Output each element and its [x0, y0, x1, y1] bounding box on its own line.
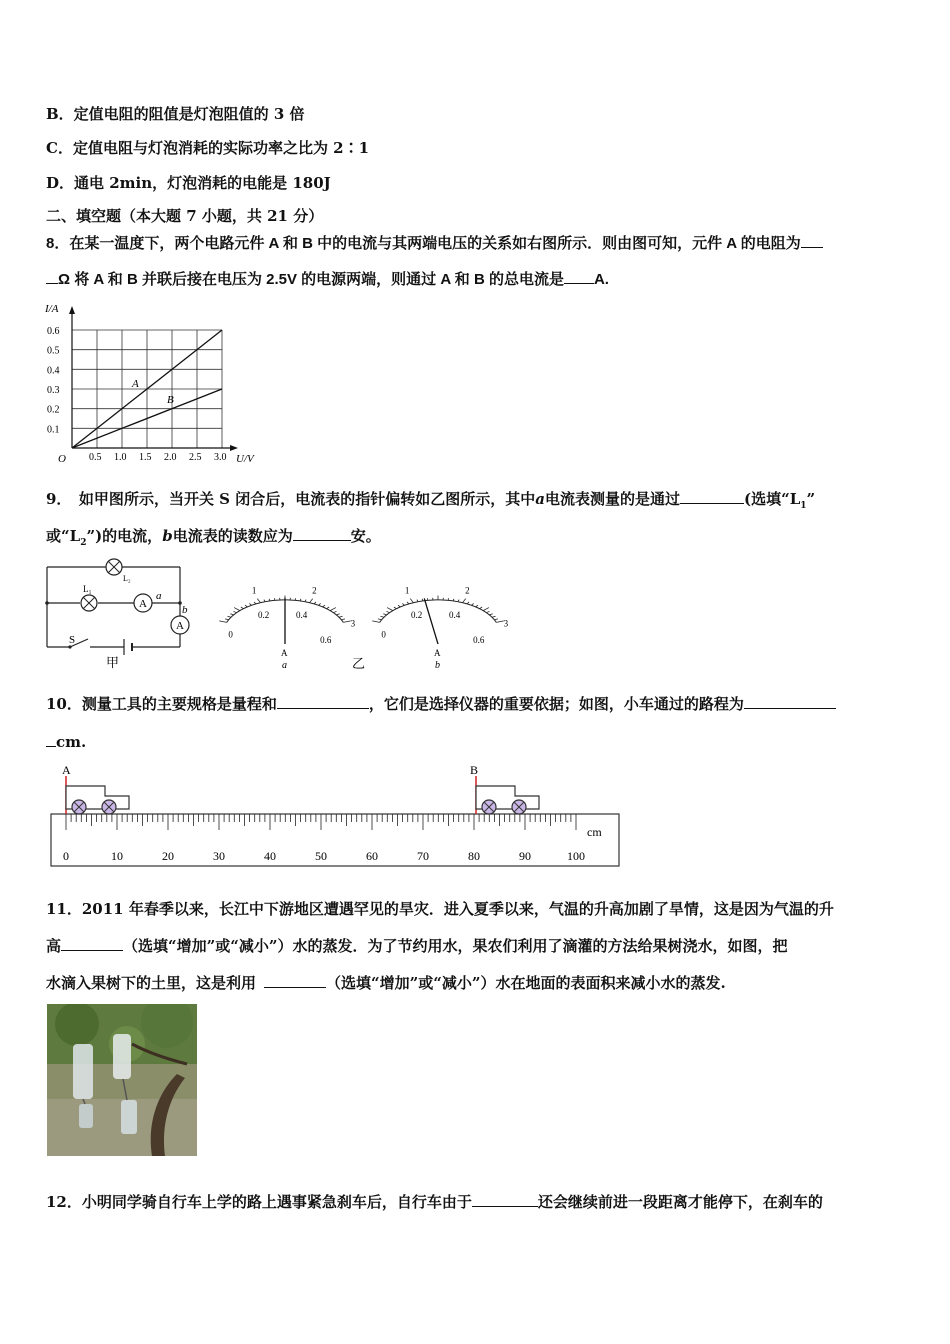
- dial-tick: [458, 600, 459, 602]
- dial-tick: [417, 600, 418, 602]
- dial-three-label: 3: [350, 618, 356, 629]
- dial-tick: [483, 608, 489, 611]
- q8-ytick-label: 0.6: [47, 326, 60, 337]
- ruler-label: 70: [417, 849, 429, 863]
- ruler-label: 80: [468, 849, 480, 863]
- dial-inner-label: 0.4: [449, 609, 461, 620]
- q8-iu-chart: [40, 298, 280, 468]
- q8-axes: [69, 306, 238, 451]
- q8-xlabel: U/V: [236, 453, 254, 465]
- section-title: 二、填空题（本大题 7 小题，共 21 分）: [46, 207, 324, 225]
- dial-meter-symbol: A: [434, 648, 441, 658]
- dial-meter-symbol: A: [281, 648, 288, 658]
- q8-blank-1[interactable]: [801, 233, 823, 248]
- q10-ruler-figure: [45, 760, 625, 870]
- q9-line2c-text: 电流表的读数应为: [172, 527, 293, 545]
- dial-tick: [310, 599, 313, 603]
- q9-line1: [46, 488, 815, 511]
- q8-line1-text: 8．在某一温度下，两个电路元件 A 和 B 中的电流与其两端电压的关系如右图所示．则由图可知，元件 A 的电阻为: [46, 235, 801, 252]
- dial-arc: [380, 600, 497, 622]
- dial-tick: [372, 621, 380, 623]
- dial-top-label: 2: [312, 585, 317, 596]
- q8-line2: [46, 268, 609, 289]
- q8-ytick-label: 0.2: [47, 404, 60, 416]
- q9-line1d-text: ”: [806, 490, 816, 508]
- q8-blank-2[interactable]: [564, 269, 594, 284]
- dial-tick: [496, 621, 504, 623]
- q9-ammeter-dials: [200, 568, 530, 673]
- q9-line2b-text: ”)的电流，: [86, 527, 163, 545]
- q9-circuit-diagram: [40, 555, 200, 670]
- q8-xtick-label: 3.0: [214, 452, 227, 463]
- ammeter-a-symbol: A: [139, 598, 147, 610]
- dial-tick: [410, 599, 413, 603]
- ruler-label: 90: [519, 849, 531, 863]
- dial-tick: [323, 605, 325, 607]
- q9-a-var: a: [535, 490, 545, 508]
- dial-meter-label: b: [435, 660, 440, 671]
- dial-tick: [398, 605, 400, 607]
- dial-tick: [314, 602, 316, 604]
- dial-tick: [471, 603, 473, 605]
- car-b-icon: [476, 776, 539, 814]
- ruler-label: 100: [567, 849, 585, 863]
- q8-y-arrow: [69, 306, 75, 314]
- dial-tick: [249, 603, 251, 605]
- q9-blank-2[interactable]: [293, 526, 351, 541]
- dial-tick: [341, 619, 345, 620]
- dial-tick: [336, 614, 339, 615]
- dial-tick: [494, 619, 498, 620]
- dial-tick: [407, 602, 409, 604]
- q8-ytick-label: 0.4: [47, 365, 60, 377]
- dial-inner-label: 0.6: [473, 634, 485, 645]
- dial-tick: [257, 599, 260, 603]
- dial-tick: [463, 599, 466, 603]
- dial-zero-label: 0: [381, 629, 386, 640]
- q8-x-arrow: [230, 445, 238, 451]
- q8-xtick-label: 1.5: [139, 452, 152, 463]
- dial-tick: [245, 605, 247, 607]
- q8-series-label-A: A: [132, 378, 139, 390]
- q8-ylabel: I/A: [45, 303, 59, 315]
- q9-blank-1[interactable]: [680, 489, 744, 504]
- q8-series-label-B: B: [167, 393, 174, 406]
- dial-tick: [467, 602, 469, 604]
- drip-irrigation-photo: [47, 1004, 197, 1156]
- q8-xtick-label: 1.0: [114, 452, 127, 463]
- q8-xtick-label: 0.5: [89, 452, 102, 463]
- dial-needle: [424, 598, 438, 644]
- dial-tick: [492, 616, 495, 617]
- q12-line1b-text: 还会继续前进一段距离才能停下，在刹车的: [537, 1193, 823, 1211]
- q10-line1: [46, 693, 836, 714]
- q9-line1a-text: 9． 如甲图所示，当开关 S 闭合后，电流表的指针偏转如乙图所示，其中: [46, 490, 536, 508]
- q10-blank-2-cont[interactable]: [46, 732, 56, 747]
- dial-top-label: 1: [251, 585, 257, 596]
- dial-tick: [394, 607, 397, 609]
- dial-tick: [486, 611, 489, 612]
- dial-b: [372, 586, 508, 671]
- lamp-l1-icon: [81, 595, 97, 611]
- ammeter-b-icon: [171, 616, 189, 634]
- q8-line2b-text: A.: [593, 271, 609, 288]
- q11-line2: [46, 935, 788, 956]
- q10-blank-2[interactable]: [744, 694, 836, 709]
- q9-line2: [46, 525, 381, 548]
- dial-tick: [476, 605, 478, 607]
- dial-tick: [254, 602, 256, 604]
- dial-tick: [343, 621, 351, 623]
- dial-three-label: 3: [503, 618, 509, 629]
- dial-tick: [479, 607, 482, 609]
- q8-origin: O: [58, 453, 66, 465]
- q8-line1: [46, 232, 823, 253]
- option-c: C．定值电阻与灯泡消耗的实际功率之比为 2∶1: [46, 139, 370, 157]
- ruler-label: 10: [111, 849, 123, 863]
- label-l2: L₂: [123, 574, 131, 583]
- dial-top-label: 1: [404, 585, 410, 596]
- dial-tick: [225, 619, 229, 620]
- dial-tick: [402, 603, 404, 605]
- q9-line2d-text: 安。: [350, 527, 381, 545]
- option-b: B．定值电阻的阻值是灯泡阻值的 3 倍: [46, 105, 305, 123]
- q8-line2a-text: Ω 将 A 和 B 并联后接在电压为 2.5V 的电源两端，则通过 A 和 B 的总电流是: [58, 271, 564, 288]
- dial-tick: [234, 608, 240, 611]
- q12-blank-1[interactable]: [472, 1192, 538, 1207]
- q9-b-var: b: [162, 527, 173, 545]
- dial-tick: [339, 616, 342, 617]
- q11-line1: 11．2011 年春季以来，长江中下游地区遭遇罕见的旱灾．进入夏季以来，气温的升高加剧了旱情，这是因为气温的升: [46, 900, 834, 918]
- option-d: D．通电 2min，灯泡消耗的电能是 180J: [46, 174, 331, 192]
- label-b: b: [182, 604, 188, 616]
- q12-line1: [46, 1191, 823, 1212]
- dial-tick: [264, 600, 265, 602]
- dial-inner-label: 0.4: [296, 609, 308, 620]
- ammeter-b-symbol: A: [176, 620, 184, 632]
- q9-sub2: 2: [80, 538, 87, 548]
- car-a-icon: [66, 776, 129, 814]
- dial-tick: [386, 611, 389, 612]
- q11-line2a-text: 高: [46, 937, 62, 955]
- ammeter-a-icon: [134, 594, 152, 612]
- dial-tick: [489, 614, 492, 615]
- q9-line1c-text: (选填“L: [743, 490, 801, 508]
- dial-tick: [230, 614, 233, 615]
- q11-line3: [46, 972, 726, 993]
- label-a: a: [156, 590, 162, 602]
- dial-tick: [380, 616, 383, 617]
- point-a-label: A: [62, 763, 71, 777]
- label-yi: 乙: [352, 656, 366, 671]
- point-b-label: B: [470, 763, 479, 777]
- q11-blank-1[interactable]: [61, 936, 123, 951]
- dial-tick: [241, 607, 244, 609]
- ruler-label: 40: [264, 849, 276, 863]
- ruler-label: 60: [366, 849, 378, 863]
- dial-meter-label: a: [282, 660, 287, 671]
- lamp-l2-icon: [106, 559, 122, 575]
- q8-ytick-label: 0.5: [47, 345, 60, 357]
- ruler-unit: cm: [587, 825, 602, 839]
- q10-line1a-text: 10．测量工具的主要规格是量程和: [46, 695, 277, 713]
- q11-line2b-text: （选填“增加”或“减小”）水的蒸发．为了节约用水，果农们利用了滴灌的方法给果树浇水，如图，把: [123, 937, 788, 955]
- q12-line1a-text: 12．小明同学骑自行车上学的路上遇事紧急刹车后，自行车由于: [46, 1193, 472, 1211]
- q8-blank-1-cont[interactable]: [46, 269, 58, 284]
- ruler-label: 30: [213, 849, 225, 863]
- q8-xtick-label: 2.5: [189, 452, 202, 463]
- q8-ytick-label: 0.3: [47, 385, 60, 396]
- q9-line1b-text: 电流表测量的是通过: [544, 490, 680, 508]
- q8-xtick-label: 2.0: [164, 452, 177, 463]
- q9-line2a-text: 或“L: [46, 527, 81, 545]
- dial-inner-label: 0.2: [410, 609, 423, 620]
- label-jia: 甲: [106, 655, 120, 670]
- q11-line3a-text: 水滴入果树下的土里，这是利用: [46, 974, 257, 992]
- ruler-label: 0: [63, 849, 69, 863]
- q8-tick-labels: [47, 326, 227, 463]
- q10-line1b-text: ，它们是选择仪器的重要依据；如图，小车通过的路程为: [368, 695, 744, 713]
- q10-line2: [46, 732, 86, 751]
- dial-a: [219, 586, 355, 671]
- dial-tick: [219, 621, 227, 623]
- dial-tick: [383, 614, 386, 615]
- dial-tick: [330, 608, 336, 611]
- dial-tick: [318, 603, 320, 605]
- dial-tick: [227, 616, 230, 617]
- ruler-label: 50: [315, 849, 327, 863]
- q10-line2-text: cm.: [56, 733, 87, 751]
- dial-inner-label: 0.6: [320, 634, 332, 645]
- q8-ytick-label: 0.1: [47, 424, 60, 436]
- q9-sub1: 1: [800, 501, 807, 511]
- label-l1: L₁: [83, 584, 92, 594]
- ruler-body: [51, 814, 619, 866]
- ruler-label: 20: [162, 849, 174, 863]
- q10-blank-1[interactable]: [277, 694, 369, 709]
- dial-inner-label: 0.2: [257, 609, 270, 620]
- q11-blank-2[interactable]: [264, 973, 326, 988]
- dial-tick: [333, 611, 336, 612]
- dial-tick: [233, 611, 236, 612]
- dial-tick: [326, 607, 329, 609]
- dial-zero-label: 0: [228, 629, 233, 640]
- dial-tick: [378, 619, 382, 620]
- label-s: S: [69, 634, 76, 646]
- dial-tick: [305, 600, 306, 602]
- q11-line3b-text: （选填“增加”或“减小”）水在地面的表面积来减小水的蒸发.: [326, 974, 726, 992]
- dial-top-label: 2: [465, 585, 470, 596]
- dial-tick: [387, 608, 393, 611]
